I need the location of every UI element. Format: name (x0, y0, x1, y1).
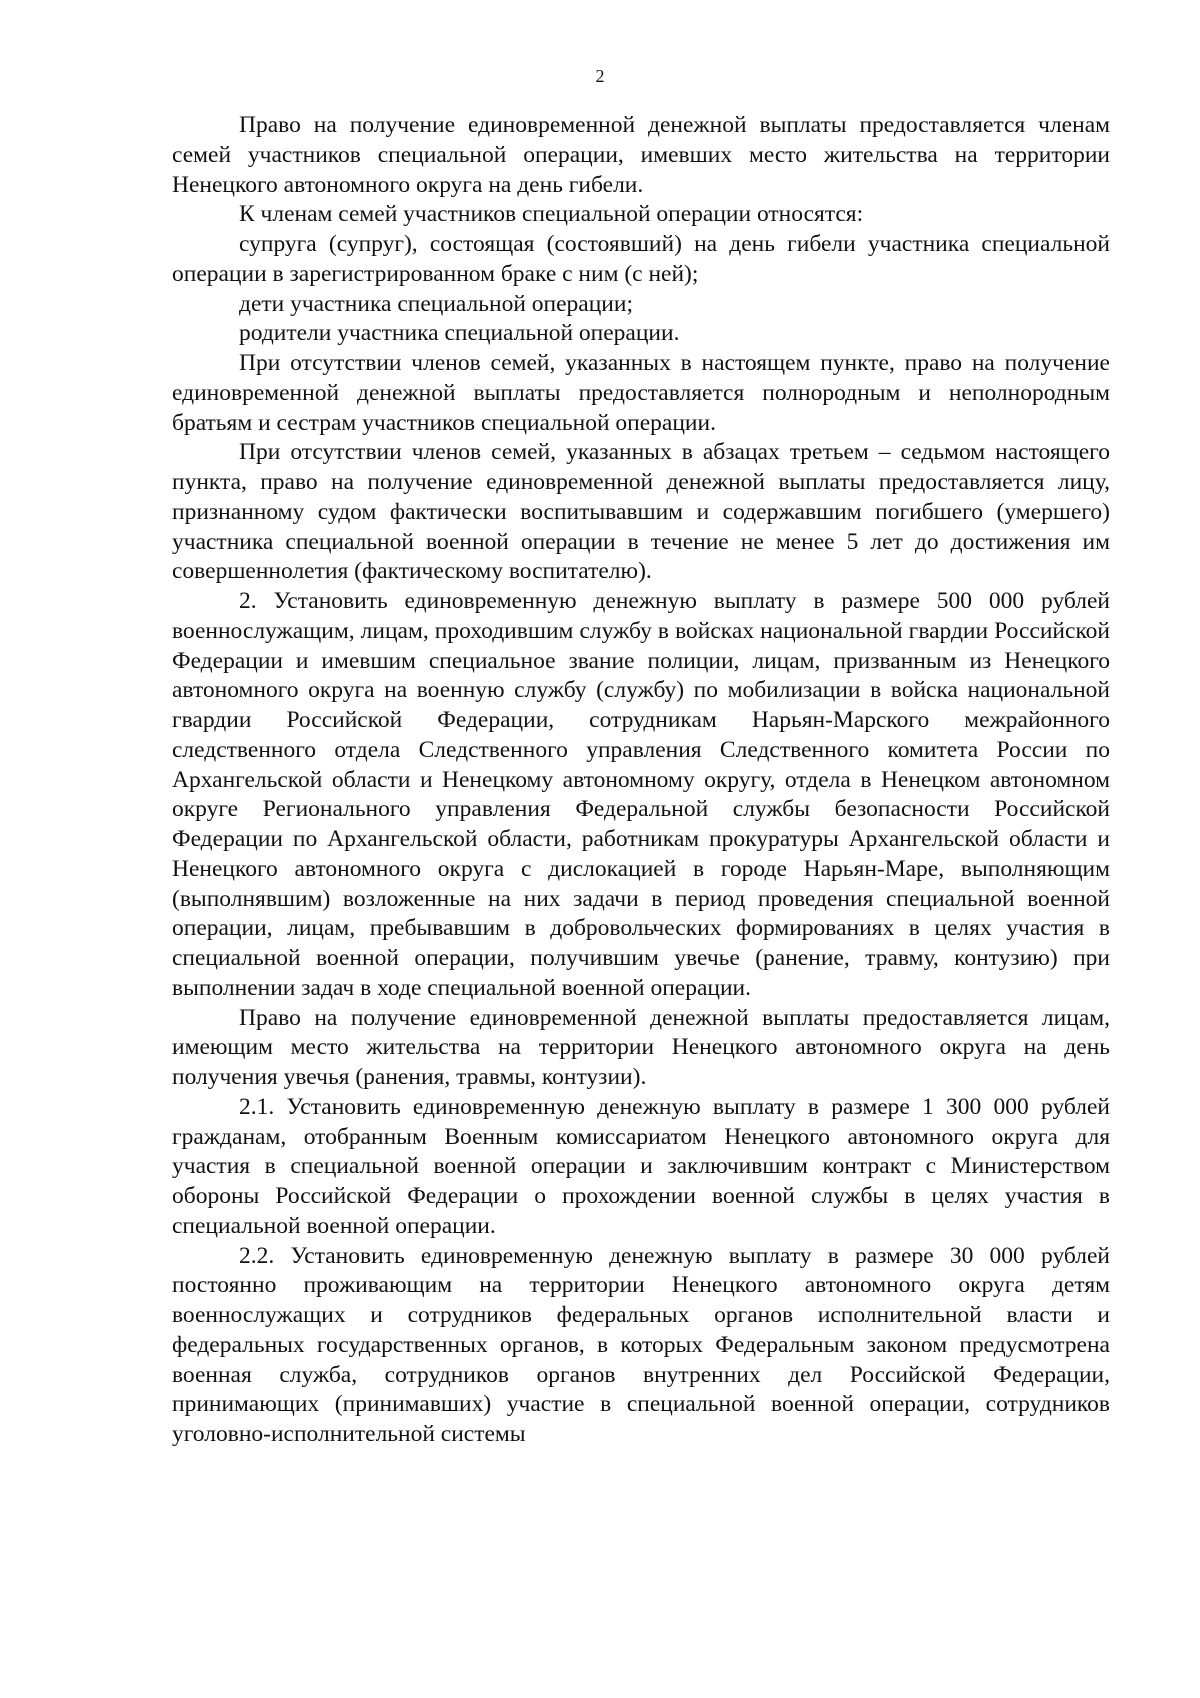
paragraph-item-2: 2. Установить единовременную денежную выплату в размере 500 000 рублей военнослужащим, лицам, проходившим службу в войсках национальной гвардии Российской Федерации и имевшим специальное звание полиции, лицам, призванным из Ненецкого автономного округа на военную службу (службу) по мобилизации в войска национальной гвардии Российской Федерации, сотрудникам Нарьян-Марского межрайонного следственного отдела Следственного управления Следственного комитета России по Архангельской области и Ненецкому автономному округу, отдела в Ненецком автономном округе Регионального управления Федеральной службы безопасности Российской Федерации по Архангельской области, работникам прокуратуры Архангельской области и Ненецкого автономного округа с дислокацией в городе Нарьян-Маре, выполняющим (выполнявшим) возложенные на них задачи в период проведения специальной военной операции, лицам, пребывавшим в добровольческих формированиях в целях участия в специальной военной операции, получившим увечье (ранение, травму, контузию) при выполнении задач в ходе специальной военной операции. (172, 588, 1110, 1001)
paragraph-family-members-intro: К членам семей участников специальной операции относятся: (239, 201, 864, 228)
paragraph-right-to-payment: Право на получение единовременной денежной выплаты предоставляется членам семей участников специальной операции, имевших место жительства на территории Ненецкого автономного округа на день гибели. (172, 112, 1110, 198)
paragraph-item-2-2: 2.2. Установить единовременную денежную выплату в размере 30 000 рублей постоянно проживающим на территории Ненецкого автономного округа детям военнослужащих и сотрудников федеральных органов исполнительной власти и федеральных государственных органов, в которых Федеральным законом предусмотрена военная служба, сотрудников органов внутренних дел Российской Федерации, принимающих (принимавших) участие в специальной военной операции, сотрудников уголовно-исполнительной системы (172, 1242, 1110, 1447)
page-number: 2 (595, 66, 605, 86)
paragraph-parents: родители участника специальной операции. (239, 320, 680, 347)
paragraph-item-2-1: 2.1. Установить единовременную денежную выплату в размере 1 300 000 рублей гражданам, отобранным Военным комиссариатом Ненецкого автономного округа для участия в специальной военной операции и заключившим контракт с Министерством обороны Российской Федерации о прохождении военной службы в целях участия в специальной военной операции. (172, 1093, 1110, 1239)
paragraph-actual-guardian: При отсутствии членов семей, указанных в абзацах третьем – седьмом настоящего пункта, право на получение единовременной денежной выплаты предоставляется лицу, признанному судом фактически воспитывавшим и содержавшим погибшего (умершего) участника специальной военной операции в течение не менее 5 лет до достижения им совершеннолетия (фактическому воспитателю). (172, 439, 1110, 585)
paragraph-children: дети участника специальной операции; (239, 290, 633, 317)
paragraph-item-2-right: Право на получение единовременной денежной выплаты предоставляется лицам, имеющим место жительства на территории Ненецкого автономного округа на день получения увечья (ранения, травмы, контузии). (172, 1004, 1110, 1090)
paragraph-spouse: супруга (супруг), состоящая (состоявший) на день гибели участника специальной операции в зарегистрированном браке с ним (с ней); (172, 231, 1110, 287)
paragraph-siblings: При отсутствии членов семей, указанных в настоящем пункте, право на получение единовременной денежной выплаты предоставляется полнородным и неполнородным братьям и сестрам участников специальной операции. (172, 350, 1110, 436)
document-body (172, 111, 1110, 1450)
